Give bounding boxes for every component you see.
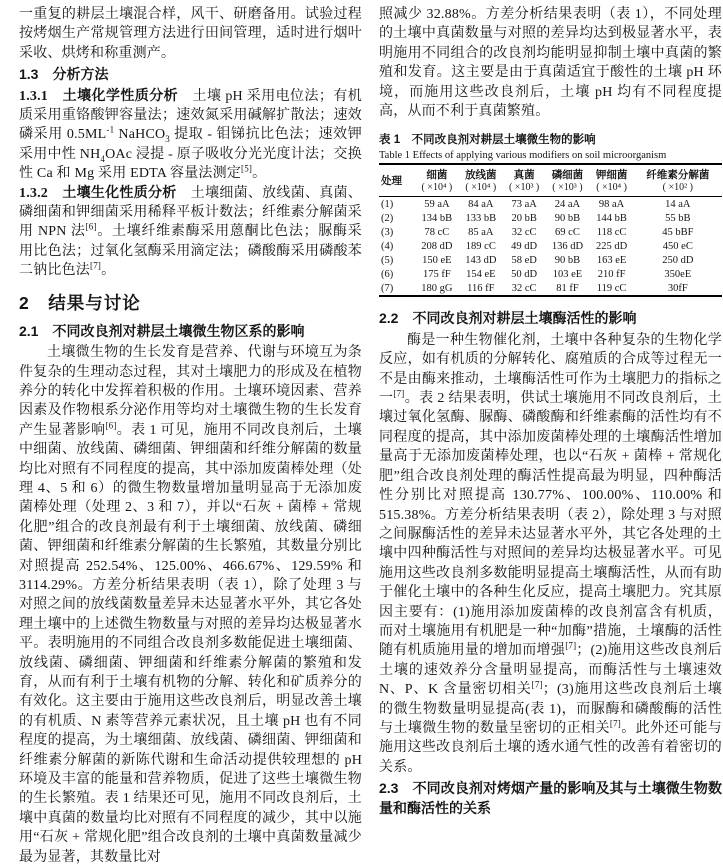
table-cell: 134 bB bbox=[421, 212, 453, 224]
table-header-cell: 处理 bbox=[379, 164, 415, 197]
table-row bbox=[379, 239, 722, 253]
table-cell: (4) bbox=[381, 240, 394, 252]
table-cell: 210 fF bbox=[597, 268, 626, 280]
table-cell: 175 fF bbox=[423, 268, 451, 280]
reference-mark: [7] bbox=[90, 260, 102, 271]
table-cell: 69 cC bbox=[555, 226, 580, 238]
reference-mark: [7] bbox=[565, 640, 577, 651]
table-cell: 45 bBF bbox=[662, 226, 694, 238]
table-cell: 20 bB bbox=[511, 212, 537, 224]
table-row bbox=[379, 211, 722, 225]
reference-mark: [7] bbox=[393, 388, 405, 399]
reference-mark: [6] bbox=[105, 420, 117, 431]
table-cell: (3) bbox=[381, 226, 394, 238]
table-cell: 49 dD bbox=[511, 240, 538, 252]
table-cell: 143 dD bbox=[465, 254, 497, 266]
table-cell: 154 eE bbox=[466, 268, 496, 280]
table-cell: 85 aA bbox=[468, 226, 494, 238]
table-cell: 250 dD bbox=[662, 254, 694, 266]
reference-mark: [7] bbox=[609, 718, 621, 729]
table-row bbox=[379, 197, 722, 212]
table-cell: 84 aA bbox=[468, 198, 494, 210]
table-cell: 55 bB bbox=[665, 212, 691, 224]
table-cell: 73 aA bbox=[511, 198, 537, 210]
table-cell: 14 aA bbox=[665, 198, 691, 210]
reference-mark: 3 bbox=[165, 134, 170, 145]
reference-mark: 4 bbox=[100, 153, 106, 164]
paragraph-1-3-2: 1.3.2 土壤生化性质分析 土壤细菌、放线菌、真菌、磷细菌和钾细菌采用稀释平板计数法；纤维素分解菌采用 NPN 法[6]。土壤纤维素酶采用蒽酮比色法；脲酶采用比色法；过氧化氢酶采用滴定法；磷酸酶采用磷酸苯二钠比色法[7]。 bbox=[19, 185, 362, 279]
table-cell: (2) bbox=[381, 212, 394, 224]
paragraph-continuation: 一重复的耕层土壤混合样，风干、研磨备用。试验过程按烤烟生产常规管理方法进行田间管理，适时进行烟叶采收、烘烤和称重测产。 bbox=[19, 7, 362, 61]
section-heading-1-3: 1.3 分析方法 bbox=[19, 66, 109, 83]
table-cell: 30fF bbox=[667, 282, 688, 294]
table-row bbox=[379, 281, 722, 296]
table-header-cell: 磷细菌 ( ×10³ ) bbox=[545, 164, 589, 197]
paragraph-2-2: 酶是一种生物催化剂，土壤中各种复杂的生物化学反应，如有机质的分解转化、腐殖质的合成等过程无一不是由酶来推动，土壤酶活性可作为土壤肥力的指标之一[7]。表 2 结果表明，供试土壤施用不同改良剂后，土壤过氧化氢酶、脲酶、磷酸酶和纤维素酶的活性均有不同程度的提高，其中添加废菌棒处理的土壤酶活性增加量高于无添加废菌棒处理，也以“石灰 + 菌棒 + 常规化肥”组合改良剂处理的酶活性提高最为明显，四种酶活性分别比对照提高 130.77%、100.00%、110.00% 和 515.38%。方差分析结果表明（表 2），除处理 3 与对照之间脲酶活性的差异未达显著水平外，其它各处理的土壤中四种酶活性与对照间的差异均达极显著水平。可见施用这些改良剂多数能明显提高土壤酶活性，从而有助于催化土壤中的各种生化反应，提高土壤肥力。究其原因主要有：(1)施用添加废菌棒的改良剂富含有机质，而对土壤施用有机肥是一种“加酶”措施，土壤酶的活性随有机质施用量的增加而增强[7]；(2)施用这些改良剂后土壤的速效养分含量明显提高，而酶活性与土壤速效 N、P、K 含量密切相关[7]；(3)施用这些改良剂后土壤的微生物数量明显提高(表 1)，而脲酶和磷酸酶的活性与土壤微生物的数量呈密切的正相关[7]。此外还可能与施用这些改良剂后土壤的透水通气性的改善有着密切的关系。 bbox=[379, 332, 722, 775]
table-cell: 450 eC bbox=[662, 240, 693, 252]
table-header-cell: 钾细菌 ( ×10⁴ ) bbox=[590, 164, 634, 197]
table-caption-en: Table 1 Effects of applying various modifiers on soil microorganism bbox=[379, 150, 667, 162]
section-heading-2: 2 结果与讨论 bbox=[19, 292, 141, 313]
table-row bbox=[379, 225, 722, 239]
table-cell: 118 cC bbox=[596, 226, 627, 238]
table-cell: 81 fF bbox=[556, 282, 579, 294]
table-cell: (6) bbox=[381, 268, 394, 280]
table-cell: 180 gG bbox=[421, 282, 453, 294]
table-cell: 78 cC bbox=[424, 226, 450, 238]
table-header-cell: 细菌 ( ×10⁴ ) bbox=[415, 164, 459, 197]
table-cell: 116 fF bbox=[467, 282, 495, 294]
table-1 bbox=[379, 163, 722, 297]
paragraph-2-1: 土壤微生物的生长发育是营养、代谢与环境互为条件复杂的生理动态过程，其对土壤肥力的形成及在植物养分的转化中发挥着积极的作用。土壤环境因素、营养因素及作物根系分泌作用等均对土壤微生物的生长发育产生显著影响[6]。表 1 可见，施用不同改良剂后，土壤中细菌、放线菌、磷细菌、钾细菌和纤维分解菌的数量均比对照有不同程度的提高，其中添加废菌棒处理（处理 4、5 和 6）的微生物数量增加量明显高于无添加废菌棒处理（处理 2、3 和 7），并以“石灰 + 菌棒 + 常规化肥”组合的改良剂最有利于土壤细菌、放线菌、磷细菌、钾细菌和纤维素分解菌的生长繁殖，其数量分别比对照提高 252.54%、125.00%、466.67%、129.59% 和 3114.29%。方差分析结果表明（表 1），除了处理 3 与对照之间的放线菌数量差异未达显著水平外，其它各处理土壤中的上述微生物数量与对照的差异均达极显著水平。表明施用的不同组合改良剂多数能促进土壤细菌、放线菌、磷细菌、钾细菌和纤维素分解菌的繁殖和发育，从而有利于土壤有机物的分解、转化和矿质养分的有效化。这主要由于施用这些改良剂后，明显改善土壤的有机质、N 素等营养元素状况，且土壤 pH 也有不同程度的提高，为土壤细菌、放线菌、磷细菌、钾细菌和纤维素分解菌的新陈代谢和生命活动提供较理想的 pH 环境及丰富的能量和营养物质，促进了这些土壤微生物的生长繁殖。表 1 结果还可见，施用不同改良剂后，土壤中真菌的数量均比对照有不同程度的减少，其中以施用“石灰 + 常规化肥”组合改良剂的土壤中真菌数量减少最为显著，其数量比对 bbox=[19, 345, 362, 865]
table-header-cell: 真菌 ( ×10³ ) bbox=[503, 164, 545, 197]
table-cell: 225 dD bbox=[595, 240, 628, 252]
table-1-block bbox=[379, 131, 722, 297]
table-cell: 144 bB bbox=[596, 212, 627, 224]
table-cell: 98 aA bbox=[598, 198, 625, 210]
table-header-cell: 纤维素分解菌 ( ×10² ) bbox=[634, 164, 722, 197]
table-cell: 90 bB bbox=[554, 254, 581, 266]
table-row bbox=[379, 253, 722, 267]
table-cell: 24 aA bbox=[554, 198, 581, 210]
table-cell: 90 bB bbox=[554, 212, 581, 224]
table-cell: 103 eE bbox=[552, 268, 583, 280]
reference-mark: [6] bbox=[85, 221, 97, 232]
table-cell: 59 aA bbox=[424, 198, 450, 210]
table-cell: (7) bbox=[381, 282, 394, 294]
run-in-heading: 1.3.1 土壤化学性质分析 bbox=[19, 88, 179, 104]
table-cell: 119 cC bbox=[596, 282, 627, 294]
table-caption-zh: 表 1 不同改良剂对耕层土壤微生物的影响 bbox=[379, 134, 596, 147]
section-heading-2-3: 2.3 不同改良剂对烤烟产量的影响及其与土壤微生物数量和酶活性的关系 bbox=[379, 780, 722, 816]
section-heading-2-1: 2.1 不同改良剂对耕层土壤微生物区系的影响 bbox=[19, 322, 305, 339]
table-cell: 50 dD bbox=[511, 268, 538, 280]
paragraph-1-3-1: 1.3.1 土壤化学性质分析 土壤 pH 采用电位法；有机质采用重铬酸钾容量法；速效氮采用碱解扩散法；速效磷采用 $0.5ML^{-1}$ NaHCO$_3$ 提取 - 钼锑抗比色法；速效钾采用中性 $NH_4OAc$ 浸提 - 原子吸收分光光度计法；交换性 Ca 和 Mg 采用 EDTA 容量法测定[5]。 bbox=[19, 88, 362, 182]
table-cell: 189 cC bbox=[465, 240, 496, 252]
section-heading-2-2: 2.2 不同改良剂对耕层土壤酶活性的影响 bbox=[379, 310, 637, 327]
table-cell: 133 bB bbox=[465, 212, 497, 224]
table-cell: 136 dD bbox=[551, 240, 584, 252]
reference-mark: [7] bbox=[531, 679, 543, 690]
paragraph-continuation: 照减少 32.88%。方差分析结果表明（表 1），不同处理的土壤中真菌数量与对照的差异均达到极显著水平，表明施用不同组合的改良剂均能明显抑制土壤中真菌的繁殖和发育。这主要是由于真菌适宜于酸性的土壤 pH 环境，而施用这些改良剂后，土壤 pH 均有不同程度提高，从而不利于真菌繁殖。 bbox=[379, 7, 722, 120]
table-cell: 32 cC bbox=[511, 282, 537, 294]
table-cell: 163 eE bbox=[596, 254, 627, 266]
table-row bbox=[379, 267, 722, 281]
run-in-heading: 1.3.2 土壤生化性质分析 bbox=[19, 185, 177, 201]
reference-mark: -1 bbox=[106, 124, 115, 135]
right-column bbox=[379, 5, 722, 820]
table-cell: 150 eE bbox=[422, 254, 452, 266]
left-column bbox=[19, 5, 362, 867]
table-cell: (5) bbox=[381, 254, 394, 266]
table-cell: 58 eD bbox=[511, 254, 537, 266]
table-cell: 32 cC bbox=[511, 226, 537, 238]
table-cell: 208 dD bbox=[421, 240, 453, 252]
table-cell: 350eE bbox=[664, 268, 692, 280]
table-header-cell: 放线菌 ( ×10⁴ ) bbox=[459, 164, 503, 197]
reference-mark: [5] bbox=[241, 163, 253, 174]
table-cell: (1) bbox=[381, 198, 394, 210]
